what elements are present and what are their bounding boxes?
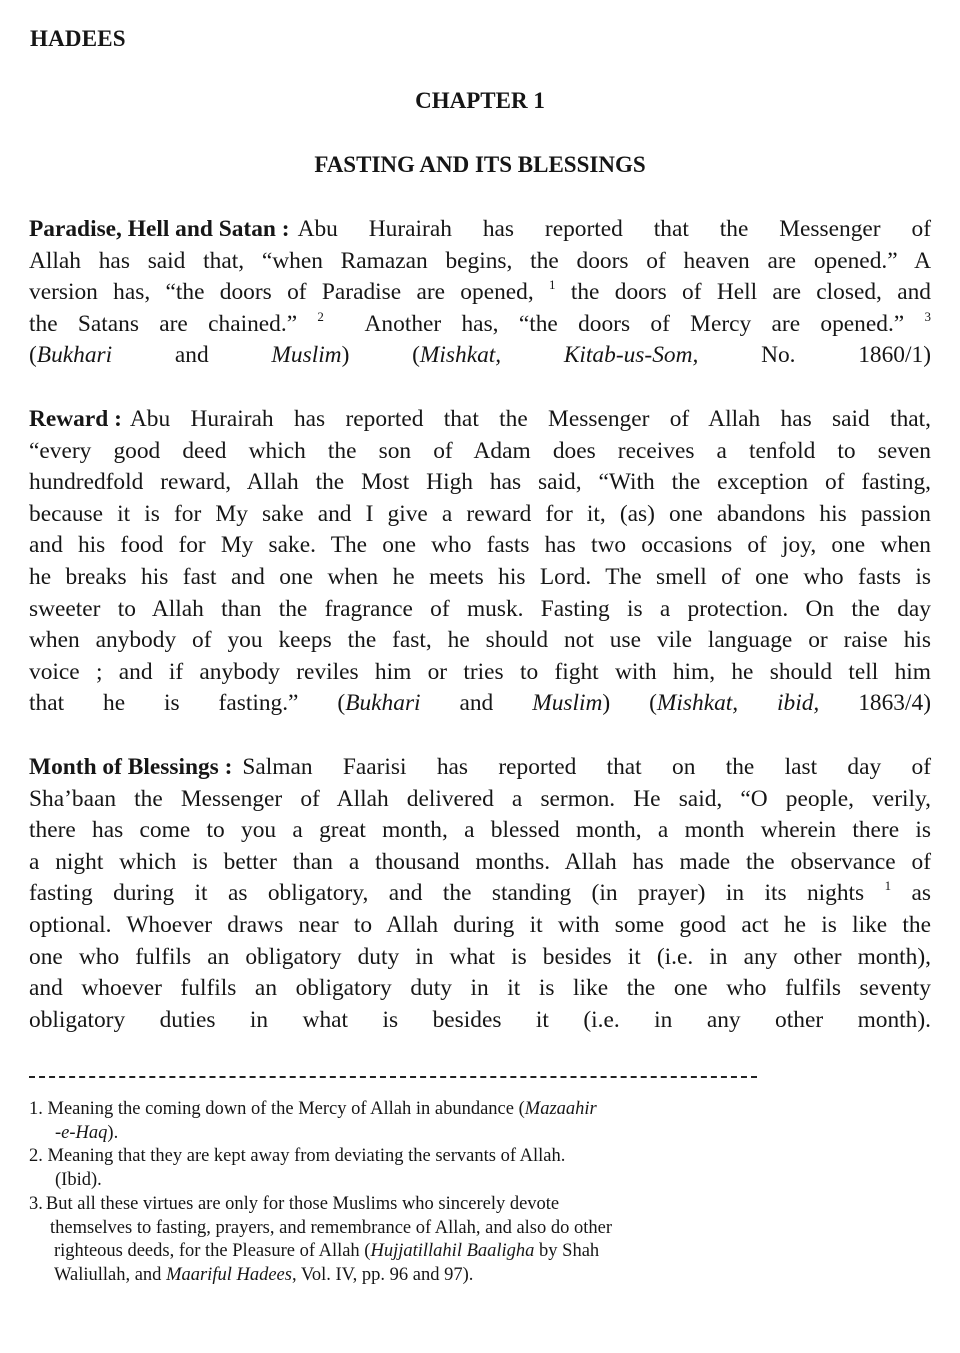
text-run: one who fulfils an obligatory duty in what is besides it (i.e. in any other month), bbox=[29, 943, 931, 970]
footnote-3 bbox=[29, 1193, 769, 1217]
paragraph-line bbox=[29, 594, 931, 626]
text-run bbox=[29, 309, 931, 341]
text-run: that he is fasting.” bbox=[29, 690, 299, 717]
paragraph-line bbox=[29, 752, 931, 784]
text-run: version has, “the doors of Paradise are opened, bbox=[29, 279, 534, 306]
source-mishkat: Mishkat, Kitab-us-Som, bbox=[419, 342, 699, 369]
paragraph-line bbox=[29, 657, 931, 689]
paragraph-line bbox=[29, 562, 931, 594]
section-heading: Reward : bbox=[29, 406, 122, 432]
footnote-3-cont bbox=[29, 1264, 769, 1288]
footnote-ref-1[interactable]: 1 bbox=[884, 878, 892, 894]
source-bukhari: Bukhari bbox=[36, 342, 113, 369]
text-run: optional. Whoever draws near to Allah during it with some good act he is like the bbox=[29, 911, 931, 938]
footnote-divider bbox=[29, 1076, 757, 1078]
paragraph-line bbox=[29, 878, 931, 910]
footnote-text: Waliullah, and bbox=[54, 1264, 162, 1285]
section-paradise-hell-satan bbox=[29, 214, 931, 372]
source-number: 1863/4) bbox=[858, 690, 931, 717]
section-heading: Paradise, Hell and Satan : bbox=[29, 216, 290, 242]
footnote-1-cont bbox=[29, 1122, 769, 1146]
footnote-text: themselves to fasting, prayers, and remembrance of Allah, and also do other bbox=[50, 1217, 613, 1238]
footnote-3-cont bbox=[29, 1240, 769, 1264]
paragraph-line bbox=[29, 942, 931, 974]
section-heading: Month of Blessings : bbox=[29, 754, 233, 780]
footnote-text: by Shah bbox=[539, 1241, 600, 1261]
paragraph-line bbox=[29, 530, 931, 562]
paragraph-line bbox=[29, 1005, 931, 1037]
source-mishkat: Mishkat, ibid, bbox=[656, 690, 820, 717]
text-run: and bbox=[174, 342, 209, 369]
footnotes bbox=[29, 1098, 769, 1287]
paragraph-line bbox=[29, 625, 931, 657]
text-run: Allah has said that, “when Ramazan begins, the doors of heaven are opened.” A bbox=[29, 247, 931, 274]
text-run: the doors of Hell are closed, and bbox=[570, 279, 931, 306]
text-run: Abu Hurairah has reported that the Messenger of Allah has said that, bbox=[129, 406, 931, 432]
footnote-text: righteous deeds, for the Pleasure of Allah ( bbox=[54, 1241, 371, 1261]
text-run: and whoever fulfils an obligatory duty in it is like the one who fulfils seventy bbox=[29, 975, 931, 1002]
paragraph-line bbox=[29, 784, 931, 816]
text-run: the Satans are chained.” bbox=[29, 310, 298, 337]
paragraph-line bbox=[29, 815, 931, 847]
chapter-number: CHAPTER 1 bbox=[415, 88, 545, 113]
paragraph-line: that he is fasting.” (Bukhari and Muslim) (Mishkat, ibid, 1863/4) bbox=[29, 690, 931, 717]
text-run: because it is for My sake and I give a reward for it, (as) one abandons his passion bbox=[29, 500, 931, 527]
source-number: No. 1860/1) bbox=[761, 342, 931, 369]
source-bukhari: Bukhari bbox=[345, 690, 421, 717]
footnote-text: But all these virtues are only for those Muslims who sincerely devote bbox=[45, 1194, 560, 1214]
paragraph-line bbox=[29, 436, 931, 468]
text-run: fasting during it as obligatory, and the standing (in prayer) in its nights bbox=[29, 880, 865, 907]
text-run: there has come to you a great month, a blessed month, a month wherein there is bbox=[29, 817, 931, 844]
section-reward bbox=[29, 404, 931, 720]
text-run: obligatory duties in what is besides it (i.e. in any other month). bbox=[29, 1006, 931, 1033]
footnote-source: Maariful Hadees bbox=[166, 1264, 292, 1285]
footnote-2 bbox=[29, 1145, 769, 1169]
text-run: Another has, “the doors of Mercy are opened.” bbox=[364, 310, 905, 337]
text-run: and his food for My sake. The one who fasts has two occasions of joy, one when bbox=[29, 532, 931, 559]
footnote-number: 2. bbox=[29, 1146, 43, 1166]
footnote-text: Meaning that they are kept away from deviating the servants of Allah. bbox=[47, 1146, 566, 1166]
text-run: and bbox=[459, 690, 494, 717]
text-run: a night which is better than a thousand months. Allah has made the observance of bbox=[29, 848, 931, 875]
footnote-3-cont bbox=[29, 1217, 769, 1241]
text-run: he breaks his fast and one when he meets his Lord. The smell of one who fasts is bbox=[29, 563, 931, 590]
text-run: Abu Hurairah has reported that the Messenger of bbox=[297, 216, 931, 242]
section-month-of-blessings bbox=[29, 752, 931, 1036]
chapter-title: FASTING AND ITS BLESSINGS bbox=[314, 152, 646, 177]
footnote-text: Meaning the coming down of the Mercy of Allah in abundance ( bbox=[47, 1099, 525, 1119]
source-muslim: Muslim bbox=[271, 342, 342, 369]
paragraph-line bbox=[29, 973, 931, 1005]
text-run: as bbox=[911, 880, 931, 907]
paragraph-line bbox=[29, 309, 931, 341]
paragraph-line bbox=[29, 404, 931, 436]
paragraph-line bbox=[29, 499, 931, 531]
paragraph-line bbox=[29, 277, 931, 309]
paragraph-line bbox=[29, 847, 931, 879]
text-run: voice ; and if anybody reviles him or tries to fight with him, he should tell him bbox=[29, 658, 931, 685]
paragraph-line bbox=[29, 467, 931, 499]
footnote-ref-1[interactable]: 1 bbox=[549, 277, 556, 293]
footnote-text: (Ibid). bbox=[55, 1169, 102, 1190]
running-head: HADEES bbox=[30, 26, 126, 51]
text-run: hundredfold reward, Allah the Most High has said, “With the exception of fasting, bbox=[29, 469, 931, 496]
paragraph-line: (Bukhari and Muslim) (Mishkat, Kitab-us-Som, No. 1860/1) bbox=[29, 342, 931, 369]
footnote-ref-3[interactable]: 3 bbox=[924, 308, 931, 324]
text-run: “every good deed which the son of Adam does receives a tenfold to seven bbox=[29, 437, 931, 464]
footnote-number: 1. bbox=[29, 1099, 43, 1119]
paragraph-line bbox=[29, 246, 931, 278]
text-run bbox=[29, 878, 931, 910]
paragraph-line bbox=[29, 910, 931, 942]
footnote-2-cont bbox=[29, 1169, 769, 1193]
text-run: Sha’baan the Messenger of Allah delivered a sermon. He said, “O people, verily, bbox=[29, 785, 931, 812]
footnote-ref-2[interactable]: 2 bbox=[317, 308, 324, 324]
footnote-number: 3. bbox=[29, 1194, 43, 1214]
text-run: sweeter to Allah than the fragrance of musk. Fasting is a protection. On the day bbox=[29, 595, 931, 622]
text-run: Salman Faarisi has reported that on the last day of bbox=[242, 754, 931, 780]
source-muslim: Muslim bbox=[532, 690, 603, 717]
text-run: when anybody of you keeps the fast, he should not use vile language or raise his bbox=[29, 627, 931, 654]
footnote-source: -e-Haq bbox=[55, 1122, 108, 1143]
footnote-1 bbox=[29, 1098, 769, 1122]
footnote-source: Mazaahir bbox=[524, 1099, 597, 1119]
text-run bbox=[29, 277, 931, 309]
paragraph-line bbox=[29, 214, 931, 246]
footnote-source: Hujjatillahil Baaligha bbox=[370, 1241, 535, 1261]
footnote-text: ). bbox=[107, 1122, 119, 1143]
footnote-text: , Vol. IV, pp. 96 and 97). bbox=[291, 1264, 474, 1285]
